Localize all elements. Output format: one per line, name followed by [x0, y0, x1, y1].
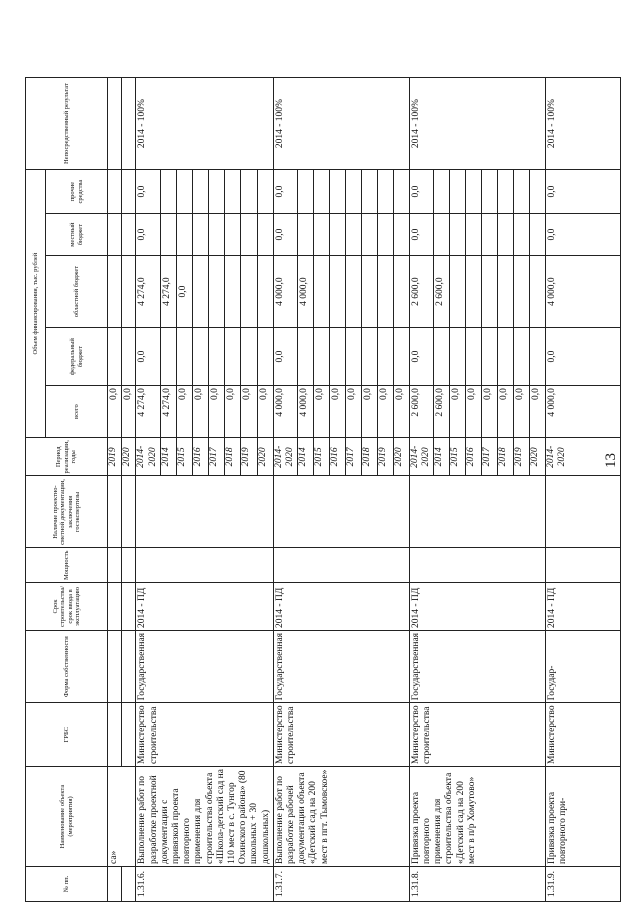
year-regional-cell: 4 274,0	[160, 256, 176, 328]
object-name: Привязка проекта повторного применения для строительства объекта «Детский сад на 200 мест в п/р Хомутово»	[409, 767, 545, 867]
header-finance: Объем финансирования, тыс. рублей	[26, 170, 46, 438]
year-regional-cell: 4 000,0	[297, 256, 313, 328]
total-cell: 2 600,0	[409, 386, 433, 438]
year-cell: 2018	[497, 438, 513, 476]
year-regional-cell	[313, 256, 329, 328]
term-cell: 2014 - ПД	[273, 582, 409, 630]
year-federal-cell	[225, 328, 241, 386]
name-continuation: са»	[108, 767, 136, 867]
year-other-cell	[209, 170, 225, 214]
year-cell: 2015	[313, 438, 329, 476]
year-federal-cell	[192, 328, 208, 386]
year-federal-cell	[257, 328, 273, 386]
year-other-cell	[241, 170, 257, 214]
row-number: 1.31.7.	[273, 867, 409, 902]
year-total-cell: 0,0	[497, 386, 513, 438]
year-total-cell: 2 600,0	[433, 386, 449, 438]
year-other-cell	[449, 170, 465, 214]
year-local-cell	[529, 214, 545, 256]
year-local-cell	[361, 214, 377, 256]
regional-cell: 4 274,0	[136, 256, 160, 328]
year-cell: 2014	[160, 438, 176, 476]
year-cell: 2016	[192, 438, 208, 476]
local-cell: 0,0	[545, 214, 620, 256]
total-cell: 4 274,0	[136, 386, 160, 438]
year-regional-cell: 2 600,0	[433, 256, 449, 328]
year-regional-cell	[377, 256, 393, 328]
row-number: 1.31.9.	[545, 867, 620, 902]
year-total-cell: 0,0	[465, 386, 481, 438]
result-cell: 2014 - 100%	[273, 78, 409, 170]
term-cell: 2014 - ПД	[136, 582, 273, 630]
header-grbs: ГРБС	[26, 703, 108, 767]
year-federal-cell	[241, 328, 257, 386]
year-regional-cell	[449, 256, 465, 328]
year-federal-cell	[465, 328, 481, 386]
federal-cell: 0,0	[545, 328, 620, 386]
year-regional-cell	[481, 256, 497, 328]
year-regional-cell	[329, 256, 345, 328]
year-cell: 2015	[176, 438, 192, 476]
year-local-cell	[297, 214, 313, 256]
year-cell: 2017	[345, 438, 361, 476]
year-total-cell: 0,0	[529, 386, 545, 438]
year-regional-cell	[257, 256, 273, 328]
year-other-cell	[176, 170, 192, 214]
year-federal-cell	[345, 328, 361, 386]
year-cell: 2014	[297, 438, 313, 476]
year-other-cell	[160, 170, 176, 214]
year-federal-cell	[393, 328, 409, 386]
year-other-cell	[257, 170, 273, 214]
other-cell: 0,0	[136, 170, 160, 214]
year-regional-cell: 0,0	[176, 256, 192, 328]
year-federal-cell	[433, 328, 449, 386]
year-total-cell: 0,0	[225, 386, 241, 438]
total-cell: 0,0	[108, 386, 122, 438]
year-other-cell	[497, 170, 513, 214]
year-federal-cell	[377, 328, 393, 386]
year-local-cell	[513, 214, 529, 256]
year-other-cell	[377, 170, 393, 214]
year-cell: 2016	[465, 438, 481, 476]
year-cell: 2017	[209, 438, 225, 476]
result-cell: 2014 - 100%	[409, 78, 545, 170]
header-federal: федеральный бюджет	[46, 328, 108, 386]
year-total-cell: 0,0	[513, 386, 529, 438]
year-total-cell: 4 274,0	[160, 386, 176, 438]
header-docs: Наличие проектно-сметной документации, заключения госэкспертизы	[26, 476, 108, 548]
grbs-cell: Министерство строительства	[136, 703, 273, 767]
year-regional-cell	[209, 256, 225, 328]
period-cell: 2014-2020	[273, 438, 297, 476]
year-regional-cell	[529, 256, 545, 328]
header-capacity: Мощность	[26, 548, 108, 582]
capacity-cell	[136, 548, 273, 582]
year-local-cell	[393, 214, 409, 256]
year-local-cell	[449, 214, 465, 256]
object-name: Выполнение работ по разработке рабочей документации объекта «Детский сад на 200 мест в пгт. Тымовское»	[273, 767, 409, 867]
total-cell: 4 000,0	[273, 386, 297, 438]
year-local-cell	[329, 214, 345, 256]
year-total-cell: 0,0	[481, 386, 497, 438]
year-local-cell	[257, 214, 273, 256]
local-cell: 0,0	[136, 214, 160, 256]
year-total-cell: 0,0	[345, 386, 361, 438]
result-cell: 2014 - 100%	[545, 78, 620, 170]
docs-cell	[545, 476, 620, 548]
year-federal-cell	[313, 328, 329, 386]
year-cell: 2020	[393, 438, 409, 476]
year-federal-cell	[529, 328, 545, 386]
object-name: Выполнение работ по разработке проектной документации с привязкой проекта повторного применения для строительства объекта «Школа-детский сад на 110 мест в с. Тунгор Охинского района» (80 школьных + 30 дошкольных)	[136, 767, 273, 867]
result-cell: 2014 - 100%	[136, 78, 273, 170]
local-cell: 0,0	[273, 214, 297, 256]
year-cell: 2017	[481, 438, 497, 476]
year-other-cell	[361, 170, 377, 214]
year-local-cell	[377, 214, 393, 256]
year-local-cell	[345, 214, 361, 256]
year-cell: 2019	[513, 438, 529, 476]
year-other-cell	[481, 170, 497, 214]
capacity-cell	[273, 548, 409, 582]
ownership-cell: Государ-	[545, 630, 620, 702]
year-total-cell: 0,0	[209, 386, 225, 438]
year-total-cell: 0,0	[377, 386, 393, 438]
regional-cell: 2 600,0	[409, 256, 433, 328]
year-federal-cell	[361, 328, 377, 386]
other-cell: 0,0	[273, 170, 297, 214]
year-federal-cell	[209, 328, 225, 386]
capacity-cell	[409, 548, 545, 582]
year-local-cell	[497, 214, 513, 256]
year-total-cell: 0,0	[192, 386, 208, 438]
header-total: всего	[46, 386, 108, 438]
year-other-cell	[329, 170, 345, 214]
total-cell: 0,0	[122, 386, 136, 438]
year-cell: 2020	[257, 438, 273, 476]
row-number: 1.31.8.	[409, 867, 545, 902]
year-total-cell: 0,0	[313, 386, 329, 438]
grbs-cell: Министерство	[545, 703, 620, 767]
year-cell: 2018	[225, 438, 241, 476]
other-cell: 0,0	[409, 170, 433, 214]
year-local-cell	[176, 214, 192, 256]
year-other-cell	[433, 170, 449, 214]
header-local: местный бюджет	[46, 214, 108, 256]
term-cell: 2014 - ПД	[545, 582, 620, 630]
ownership-cell: Государственная	[409, 630, 545, 702]
year-total-cell: 0,0	[241, 386, 257, 438]
year-other-cell	[313, 170, 329, 214]
year-other-cell	[225, 170, 241, 214]
year-regional-cell	[393, 256, 409, 328]
capacity-cell	[545, 548, 620, 582]
federal-cell: 0,0	[136, 328, 160, 386]
period-cell: 2014-2020	[409, 438, 433, 476]
year-cell: 2019	[377, 438, 393, 476]
header-regional: областной бюджет	[46, 256, 108, 328]
year-regional-cell	[513, 256, 529, 328]
year-cell: 2020	[529, 438, 545, 476]
year-local-cell	[225, 214, 241, 256]
year-total-cell: 0,0	[329, 386, 345, 438]
header-other: прочие средства	[46, 170, 108, 214]
federal-cell: 0,0	[409, 328, 433, 386]
header-ownership: Форма собственности	[26, 630, 108, 702]
year-regional-cell	[465, 256, 481, 328]
year-federal-cell	[297, 328, 313, 386]
year-cell: 2015	[449, 438, 465, 476]
object-name: Привязка проекта повторного при-	[545, 767, 620, 867]
program-table	[25, 77, 621, 902]
header-num: № пп.	[26, 867, 108, 902]
year-local-cell	[313, 214, 329, 256]
year-regional-cell	[192, 256, 208, 328]
year-cell: 2019	[108, 438, 122, 476]
year-federal-cell	[481, 328, 497, 386]
grbs-cell: Министерство строительства	[273, 703, 409, 767]
year-local-cell	[241, 214, 257, 256]
year-local-cell	[465, 214, 481, 256]
docs-cell	[273, 476, 409, 548]
year-other-cell	[529, 170, 545, 214]
year-federal-cell	[329, 328, 345, 386]
year-total-cell: 0,0	[361, 386, 377, 438]
year-other-cell	[465, 170, 481, 214]
year-federal-cell	[449, 328, 465, 386]
total-cell: 4 000,0	[545, 386, 620, 438]
year-federal-cell	[176, 328, 192, 386]
year-total-cell: 4 000,0	[297, 386, 313, 438]
year-local-cell	[160, 214, 176, 256]
year-federal-cell	[513, 328, 529, 386]
regional-cell: 4 000,0	[545, 256, 620, 328]
year-federal-cell	[160, 328, 176, 386]
year-local-cell	[192, 214, 208, 256]
year-total-cell: 0,0	[393, 386, 409, 438]
other-cell: 0,0	[545, 170, 620, 214]
regional-cell: 4 000,0	[273, 256, 297, 328]
year-total-cell: 0,0	[449, 386, 465, 438]
year-cell: 2020	[122, 438, 136, 476]
period-cell: 2014-2020	[136, 438, 160, 476]
year-local-cell	[433, 214, 449, 256]
year-federal-cell	[497, 328, 513, 386]
header-term: Срок строительства/срок ввода в эксплуатацию	[26, 582, 108, 630]
year-cell: 2014	[433, 438, 449, 476]
ownership-cell: Государственная	[273, 630, 409, 702]
year-regional-cell	[345, 256, 361, 328]
row-number: 1.31.6.	[136, 867, 273, 902]
year-total-cell: 0,0	[257, 386, 273, 438]
grbs-cell: Министерство строительства	[409, 703, 545, 767]
ownership-cell: Государственная	[136, 630, 273, 702]
period-cell: 2014-2020	[545, 438, 620, 476]
year-regional-cell	[241, 256, 257, 328]
local-cell: 0,0	[409, 214, 433, 256]
year-cell: 2018	[361, 438, 377, 476]
year-other-cell	[345, 170, 361, 214]
year-regional-cell	[497, 256, 513, 328]
term-cell: 2014 - ПД	[409, 582, 545, 630]
header-result: Непосредственный результат	[26, 78, 108, 170]
year-total-cell: 0,0	[176, 386, 192, 438]
year-regional-cell	[225, 256, 241, 328]
page-number: 13	[603, 453, 619, 468]
year-regional-cell	[361, 256, 377, 328]
year-other-cell	[192, 170, 208, 214]
year-other-cell	[513, 170, 529, 214]
year-cell: 2016	[329, 438, 345, 476]
federal-cell: 0,0	[273, 328, 297, 386]
year-local-cell	[209, 214, 225, 256]
header-period: Период реализации, годы	[26, 438, 108, 476]
year-cell: 2019	[241, 438, 257, 476]
year-other-cell	[393, 170, 409, 214]
docs-cell	[136, 476, 273, 548]
year-local-cell	[481, 214, 497, 256]
docs-cell	[409, 476, 545, 548]
year-other-cell	[297, 170, 313, 214]
header-name: Наименование объекта (мероприятия)	[26, 767, 108, 867]
